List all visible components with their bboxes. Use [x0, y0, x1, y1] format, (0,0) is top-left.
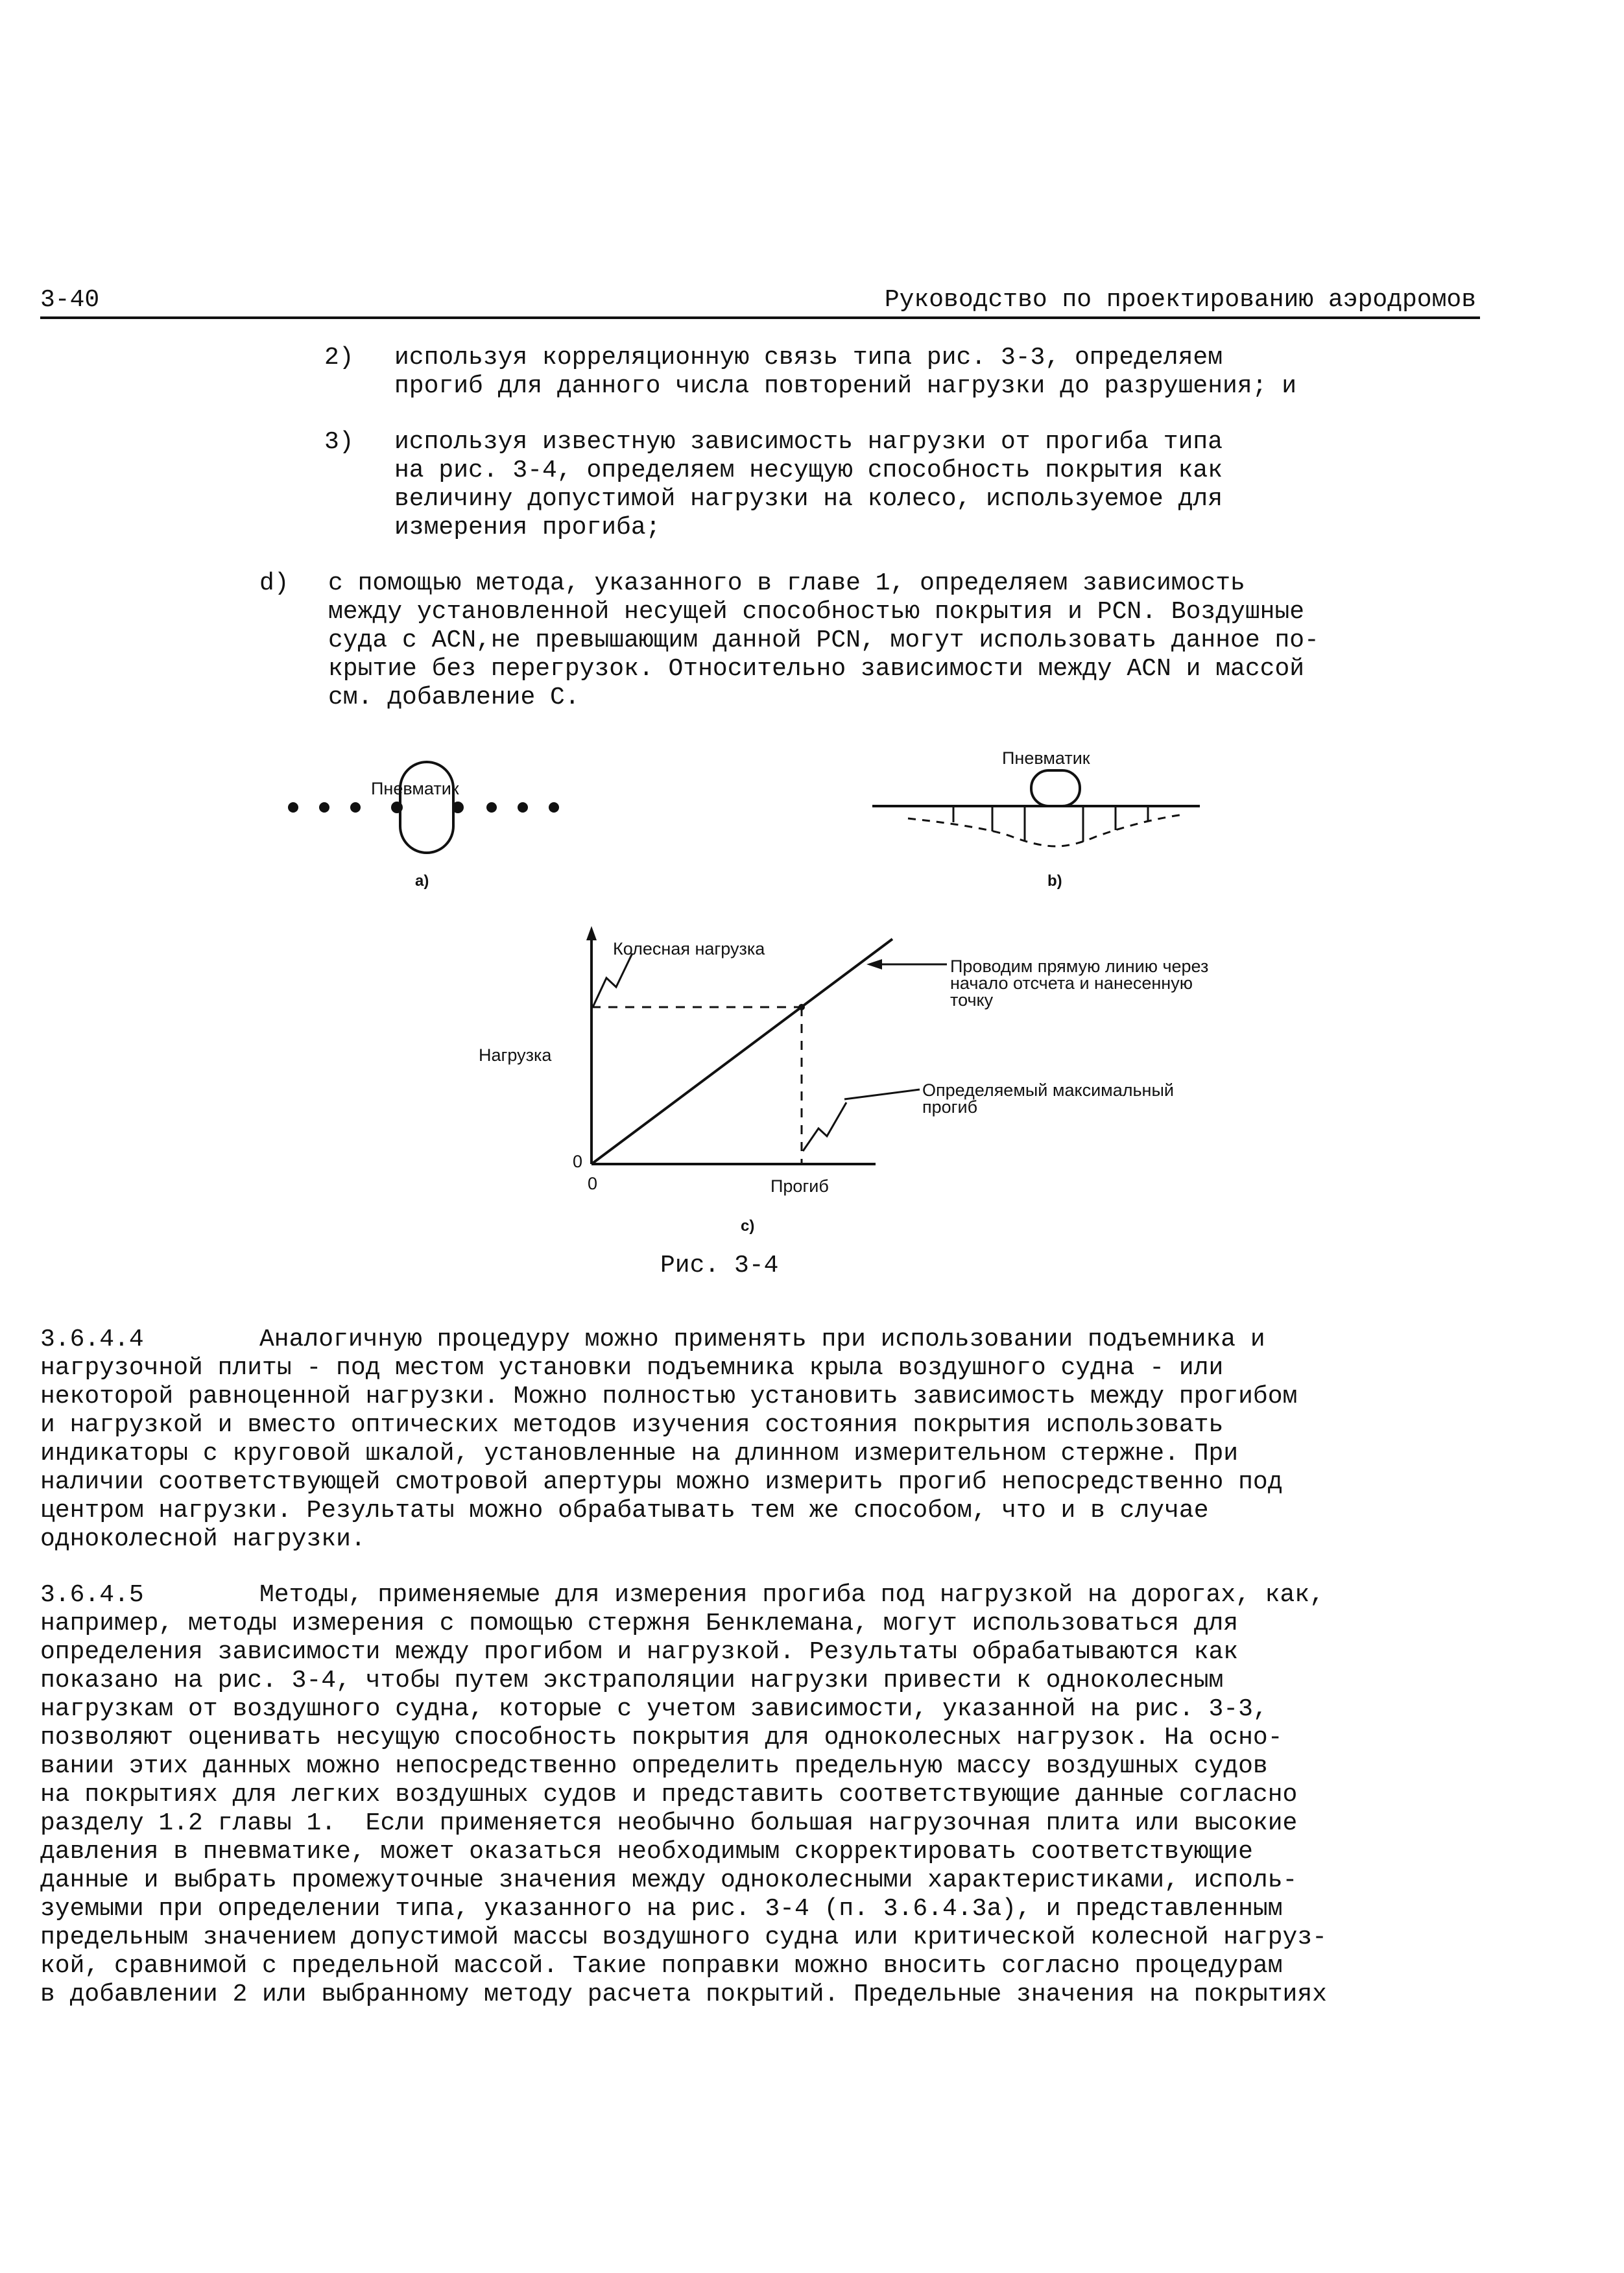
section-3645-line: давления в пневматике, может оказаться необходимым скорректировать соответствующие [40, 1838, 1253, 1866]
section-3644-first-line: Аналогичную процедуру можно применять при использовании подъемника и [259, 1326, 1265, 1353]
tire-side-view [1031, 770, 1080, 806]
list-item-3-line-2: на рис. 3-4, определяем несущую способность покрытия как [394, 457, 1223, 484]
tire-label-a: Пневматик [371, 779, 459, 798]
section-3644-line: наличии соответствующей смотровой апертуры можно измерить прогиб непосредственно под [40, 1468, 1283, 1496]
deflection-leader [803, 1102, 846, 1151]
line-annotation-2: начало отсчета и нанесенную [950, 973, 1193, 993]
deflection-annotation-1: Определяемый максимальный [922, 1080, 1174, 1100]
section-3644-line: некоторой равноценной нагрузки. Можно полностью установить зависимость между прогибом [40, 1383, 1298, 1410]
list-item-3-line-4: измерения прогиба; [394, 514, 661, 541]
section-3644-line: индикаторы с круговой шкалой, установленные на длинном измерительном стержне. При [40, 1440, 1239, 1468]
item-d-line-5: см. добавление C. [328, 684, 580, 711]
section-3645-line: определения зависимости между прогибом и нагрузкой. Результаты обрабатываются как [40, 1638, 1239, 1666]
plotted-point [798, 1004, 805, 1010]
x-origin-label: 0 [588, 1174, 598, 1193]
tire-label-b: Пневматик [1002, 748, 1090, 768]
list-item-2-line-1: используя корреляционную связь типа рис. 3-3, определяем [394, 344, 1223, 372]
list-item-3-line-1: используя известную зависимость нагрузки от прогиба типа [394, 428, 1223, 456]
wheel-load-leader [593, 953, 632, 1007]
measurement-point [350, 802, 361, 813]
section-3645-line: вании этих данных можно непосредственно определить предельную массу воздушных судов [40, 1752, 1268, 1780]
list-item-3-line-3: величину допустимой нагрузки на колесо, используемое для [394, 485, 1223, 513]
figure-panel-c [479, 926, 1208, 1235]
item-d-line-1: с помощью метода, указанного в главе 1, определяем зависимость [328, 569, 1245, 597]
panel-b-letter: b) [1047, 872, 1062, 890]
load-deflection-line [591, 939, 892, 1164]
panel-c-letter: c) [741, 1217, 755, 1235]
section-3645-line: в добавлении 2 или выбранному методу расчета покрытий. Предельные значения на покрытиях [40, 1981, 1327, 2008]
running-title: Руководство по проектированию аэродромов [884, 286, 1476, 314]
measurement-point [549, 802, 559, 813]
wheel-load-label: Колесная нагрузка [613, 939, 765, 958]
item-d-line-3: суда с ACN,не превышающим данной PCN, могут использовать данное по- [328, 626, 1319, 654]
section-3644-line: одноколесной нагрузки. [40, 1525, 366, 1553]
tire-plan-view [400, 762, 453, 853]
list-item-2-line-2: прогиб для данного числа повторений нагрузки до разрушения; и [394, 372, 1297, 400]
section-3645-first-line: Методы, применяемые для измерения прогиба под нагрузкой на дорогах, как, [259, 1581, 1324, 1609]
section-3644-line: и нагрузкой и вместо оптических методов изучения состояния покрытия использовать [40, 1411, 1224, 1439]
deflection-annotation-leader [844, 1089, 920, 1099]
section-3645-line: данные и выбрать промежуточные значения между одноколесными характеристиками, исполь- [40, 1866, 1298, 1894]
figure-panel-b [872, 748, 1200, 890]
item-d-line-2: между установленной несущей способностью покрытия и PCN. Воздушные [328, 598, 1305, 626]
x-axis-label: Прогиб [770, 1176, 829, 1196]
section-3645-line: позволяют оценивать несущую способность покрытия для одноколесных нагрузок. На осно- [40, 1724, 1283, 1752]
line-annotation-3: точку [950, 990, 994, 1010]
list-item-2-label: 2) [324, 344, 354, 372]
section-3645-line: зуемыми при определении типа, указанного на рис. 3-4 (п. 3.6.4.3a), и представленным [40, 1895, 1283, 1923]
measurement-point [486, 802, 497, 813]
y-axis-label: Нагрузка [479, 1045, 552, 1065]
section-3645-line: например, методы измерения с помощью стержня Бенклемана, могут использоваться для [40, 1610, 1239, 1637]
section-3644-line: центром нагрузки. Результаты можно обрабатывать тем же способом, что и в случае [40, 1497, 1209, 1525]
section-3644-line: нагрузочной плиты - под местом установки подъемника крыла воздушного судна - или [40, 1354, 1224, 1382]
measurement-point [319, 802, 329, 813]
deflection-basin [908, 815, 1184, 846]
measurement-point [518, 802, 528, 813]
panel-a-letter: a) [415, 872, 429, 890]
measurement-point [288, 802, 298, 813]
figure-panel-a [288, 762, 559, 890]
section-3645-line: показано на рис. 3-4, чтобы путем экстраполяции нагрузки привести к одноколесным [40, 1667, 1224, 1695]
section-3645-number: 3.6.4.5 [40, 1581, 144, 1609]
figure-caption: Рис. 3-4 [660, 1252, 779, 1279]
section-3645-line: разделу 1.2 главы 1. Если применяется необычно большая нагрузочная плита или высокие [40, 1809, 1298, 1837]
section-3645-line: предельным значением допустимой массы воздушного судна или критической колесной нагруз- [40, 1923, 1327, 1951]
section-3645-line: нагрузкам от воздушного судна, которые с учетом зависимости, указанной на рис. 3-3, [40, 1695, 1268, 1723]
item-d-line-4: крытие без перегрузок. Относительно зависимости между ACN и массой [328, 655, 1305, 683]
section-3645-line: кой, сравнимой с предельной массой. Такие поправки можно вносить согласно процедурам [40, 1952, 1283, 1980]
line-annotation-arrowhead [866, 959, 882, 970]
y-axis-arrow [586, 926, 597, 940]
line-annotation-1: Проводим прямую линию через [950, 957, 1209, 976]
list-item-3-label: 3) [324, 428, 354, 456]
deflection-annotation-2: прогиб [922, 1097, 978, 1117]
y-origin-label: 0 [573, 1152, 583, 1171]
item-d-label: d) [259, 569, 289, 597]
section-3645-line: на покрытиях для легких воздушных судов и представить соответствующие данные согласно [40, 1781, 1298, 1809]
section-3644-number: 3.6.4.4 [40, 1326, 144, 1353]
page-number: 3-40 [40, 286, 100, 314]
